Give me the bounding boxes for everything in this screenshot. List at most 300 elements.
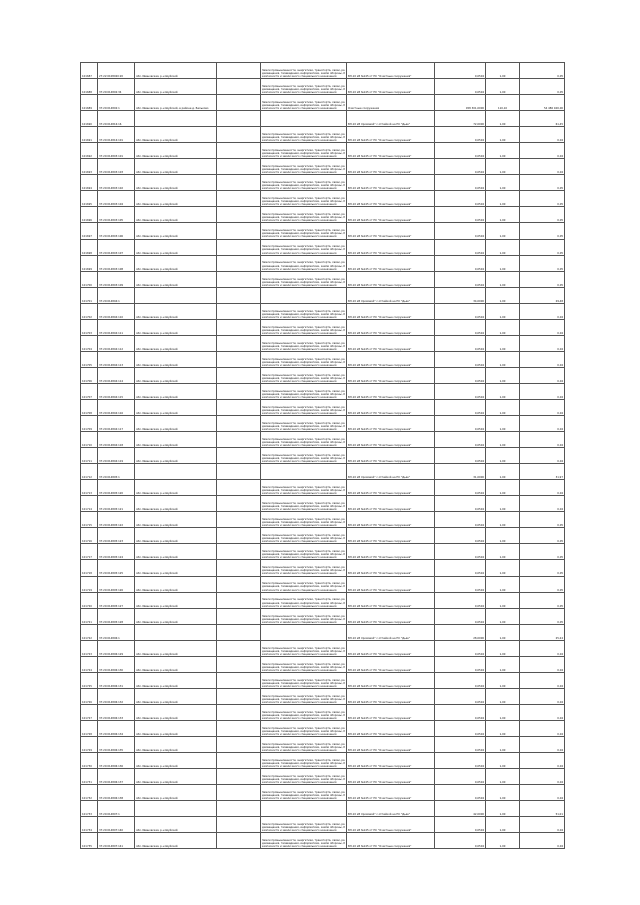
cadastral-number: 37:20:014804:118 [98, 432, 135, 448]
land-category: Земли промышленности, энергетики, транспорта, связи, радиовещания, телевидения, информатики, земли обороны, безопасности и земли иного специального назначения [261, 335, 347, 351]
cadastral-number: 37:20:014816:16 [98, 111, 135, 127]
area-value: 31,0000 [435, 464, 486, 480]
cadastral-number: 37:20:014816:101 [98, 127, 135, 143]
empty-cell [217, 143, 261, 159]
land-category: Земли промышленности, энергетики, транспорта, связи, радиовещания, телевидения, информатики, земли обороны, безопасности и земли иного специального назначения [261, 448, 347, 464]
address: обл. Ивановская, р-н Шуйский [135, 223, 217, 239]
land-category: Земли промышленности, энергетики, транспорта, связи, радиовещания, телевидения, информатики, земли обороны, безопасности и земли иного специального назначения [261, 255, 347, 271]
empty-cell [217, 175, 261, 191]
table-row [81, 528, 565, 544]
payment-value: 0,05 [520, 544, 565, 560]
cadastral-number: 37:20:014803:102 [98, 175, 135, 191]
row-number: 101712 [81, 464, 98, 480]
land-plot-register [80, 62, 564, 849]
address: обл. Ивановская, р-н Шуйский [135, 335, 217, 351]
land-category: Земли промышленности, энергетики, транспорта, связи, радиовещания, телевидения, информатики, земли обороны, безопасности и земли иного специального назначения [261, 512, 347, 528]
address: обл. Ивановская, р-н Шуйский [135, 367, 217, 383]
address: обл. Ивановская, р-н Шуйский [135, 255, 217, 271]
address: обл. Ивановская, р-н Шуйский [135, 576, 217, 592]
land-category: Земли промышленности, энергетики, транспорта, связи, радиовещания, телевидения, информатики, земли обороны, безопасности и земли иного специального назначения [261, 528, 347, 544]
land-category: Земли промышленности, энергетики, транспорта, связи, радиовещания, телевидения, информатики, земли обороны, безопасности и земли иного специального назначения [261, 271, 347, 287]
row-number: 101701 [81, 287, 98, 303]
land-category: Земли промышленности, энергетики, транспорта, связи, радиовещания, телевидения, информатики, земли обороны, безопасности и земли иного специального назначения [261, 592, 347, 608]
empty-cell [217, 640, 261, 656]
empty-cell [217, 496, 261, 512]
empty-cell [217, 448, 261, 464]
empty-cell [217, 255, 261, 271]
row-number: 101700 [81, 271, 98, 287]
payment-value: 0,05 [520, 239, 565, 255]
row-number: 101702 [81, 303, 98, 319]
payment-value: 0,04 [520, 367, 565, 383]
table-row [81, 785, 565, 801]
address: обл. Ивановская, р-н Шуйский [135, 608, 217, 624]
payment-value: 0,04 [520, 496, 565, 512]
cadastral-number: 37:20:014802:34 [98, 79, 135, 95]
row-number: 101719 [81, 576, 98, 592]
table-row [81, 111, 565, 127]
payment-value: 0,05 [520, 528, 565, 544]
land-category: Земли промышленности, энергетики, транспорта, связи, радиовещания, телевидения, информатики, земли обороны, безопасности и земли иного специального назначения [261, 785, 347, 801]
cadastral-number: 37:20:014806:129 [98, 640, 135, 656]
area-value: 0,0504 [435, 688, 486, 704]
factor-value: 1,00 [486, 367, 520, 383]
payment-value: 0,05 [520, 63, 565, 79]
cadastral-number: 37:20:014803:101 [98, 143, 135, 159]
factor-value: 1,00 [486, 79, 520, 95]
empty-cell [217, 576, 261, 592]
empty-cell [217, 399, 261, 415]
row-number: 101734 [81, 817, 98, 833]
empty-cell [217, 432, 261, 448]
cadastral-number: 37:20:014803:105 [98, 207, 135, 223]
area-value: 0,0504 [435, 416, 486, 432]
empty-cell [217, 351, 261, 367]
factor-value: 1,00 [486, 255, 520, 271]
object-name: ВЛ-10 кВ №145 от ПС "Очистные сооружения" [347, 769, 435, 785]
empty-cell [217, 688, 261, 704]
address: обл. Ивановская, р-н Шуйский [135, 399, 217, 415]
row-number: 101724 [81, 656, 98, 672]
object-name: ВЛ-10 кВ №145 от ПС "Очистные сооружения" [347, 672, 435, 688]
row-number: 101694 [81, 175, 98, 191]
row-number: 101720 [81, 592, 98, 608]
land-category: Земли промышленности, энергетики, транспорта, связи, радиовещания, телевидения, информатики, земли обороны, безопасности и земли иного специального назначения [261, 399, 347, 415]
object-name: ВЛ-10 кВ №145 от ПС "Очистные сооружения" [347, 191, 435, 207]
land-category: Земли промышленности, энергетики, транспорта, связи, радиовещания, телевидения, информатики, земли обороны, безопасности и земли иного специального назначения [261, 79, 347, 95]
cadastral-number: 27:22:0108020:20 [98, 63, 135, 79]
row-number: 101709 [81, 416, 98, 432]
area-value: 0,0504 [435, 383, 486, 399]
cadastral-number: 37:20:014804:116 [98, 399, 135, 415]
address: обл. Ивановская, р-н Шуйский [135, 817, 217, 833]
table-row [81, 496, 565, 512]
empty-cell [217, 785, 261, 801]
table-row [81, 672, 565, 688]
factor-value: 1,00 [486, 801, 520, 817]
address: обл. Ивановская, р-н Шуйский [135, 544, 217, 560]
cadastral-number: 37:20:014803:108 [98, 255, 135, 271]
factor-value: 1,00 [486, 335, 520, 351]
factor-value: 1,00 [486, 624, 520, 640]
object-name: ВЛ-10 кВ №145 от ПС "Очистные сооружения" [347, 239, 435, 255]
payment-value: 0,05 [520, 592, 565, 608]
row-number: 101689 [81, 95, 98, 111]
object-name: ВЛ-10 кВ №145 от ПС "Очистные сооружения" [347, 319, 435, 335]
factor-value: 1,00 [486, 207, 520, 223]
cadastral-number: 37:20:014806:137 [98, 769, 135, 785]
area-value: 0,0504 [435, 335, 486, 351]
area-value: 0,0504 [435, 736, 486, 752]
row-number: 101729 [81, 736, 98, 752]
address: обл. Ивановская, р-н Шуйский [135, 496, 217, 512]
object-name: ВЛ-10 кВ №145 от ПС "Очистные сооружения" [347, 416, 435, 432]
factor-value: 1,00 [486, 672, 520, 688]
empty-cell [217, 127, 261, 143]
factor-value: 1,00 [486, 319, 520, 335]
address: обл. Ивановская, р-н Шуйский [135, 656, 217, 672]
address: обл. Ивановская, р-н Шуйский [135, 432, 217, 448]
address: обл. Ивановская, р-н Шуйский [135, 688, 217, 704]
table-row [81, 223, 565, 239]
area-value: 0,0504 [435, 592, 486, 608]
address: обл. Ивановская, р-н Шуйский [135, 207, 217, 223]
land-category: Земли промышленности, энергетики, транспорта, связи, радиовещания, телевидения, информатики, земли обороны, безопасности и земли иного специального назначения [261, 191, 347, 207]
address: обл. Ивановская, р-н Шуйский [135, 191, 217, 207]
object-name: ВЛ-10 кВ №145 от ПС "Очистные сооружения" [347, 399, 435, 415]
area-value: 0,0504 [435, 704, 486, 720]
factor-value: 1,00 [486, 416, 520, 432]
factor-value: 1,00 [486, 448, 520, 464]
table-row [81, 175, 565, 191]
object-name: ВЛ-10 кВ №145 от ПС "Очистные сооружения" [347, 335, 435, 351]
factor-value: 1,00 [486, 576, 520, 592]
area-value: 28,0000 [435, 624, 486, 640]
table-row [81, 608, 565, 624]
row-number: 101733 [81, 801, 98, 817]
land-category [261, 624, 347, 640]
land-category: Земли промышленности, энергетики, транспорта, связи, радиовещания, телевидения, информатики, земли обороны, безопасности и земли иного специального назначения [261, 175, 347, 191]
land-category: Земли промышленности, энергетики, транспорта, связи, радиовещания, телевидения, информатики, земли обороны, безопасности и земли иного специального назначения [261, 416, 347, 432]
payment-value: 0,04 [520, 688, 565, 704]
payment-value: 0,05 [520, 223, 565, 239]
row-number: 101696 [81, 207, 98, 223]
payment-value: 0,04 [520, 736, 565, 752]
row-number: 101706 [81, 367, 98, 383]
cadastral-number: 37:20:014806:135 [98, 736, 135, 752]
row-number: 101731 [81, 769, 98, 785]
payment-value: 0,04 [520, 127, 565, 143]
payment-value: 0,05 [520, 191, 565, 207]
object-name: ВЛ-10 кВ №145 от ПС "Очистные сооружения" [347, 592, 435, 608]
cadastral-number: 37:20:014805:122 [98, 512, 135, 528]
row-number: 101695 [81, 191, 98, 207]
object-name: ВЛ-10 кВ Хромовой" с отпайкой на ПС "Дьяк" [347, 464, 435, 480]
empty-cell [217, 704, 261, 720]
empty-cell [217, 63, 261, 79]
cadastral-number: 37:20:014803:107 [98, 239, 135, 255]
area-value: 0,0504 [435, 271, 486, 287]
object-name: ВЛ-10 кВ №145 от ПС "Очистные сооружения" [347, 496, 435, 512]
land-category: Земли промышленности, энергетики, транспорта, связи, радиовещания, телевидения, информатики, земли обороны, безопасности и земли иного специального назначения [261, 608, 347, 624]
cadastral-number: 37:20:014804:119 [98, 448, 135, 464]
empty-cell [217, 79, 261, 95]
table-row [81, 432, 565, 448]
address: обл. Ивановская, р-н Шуйский [135, 143, 217, 159]
table-row [81, 817, 565, 833]
area-value: 0,0504 [435, 367, 486, 383]
payment-value: 54 480 400,00 [520, 95, 565, 111]
factor-value: 1,00 [486, 720, 520, 736]
area-value: 0,0504 [435, 319, 486, 335]
object-name: ВЛ-10 кВ №145 от ПС "Очистные сооружения" [347, 175, 435, 191]
empty-cell [217, 769, 261, 785]
payment-value: 29,48 [520, 287, 565, 303]
object-name: ВЛ-10 кВ №145 от ПС "Очистные сооружения" [347, 608, 435, 624]
area-value: 0,0504 [435, 496, 486, 512]
area-value: 0,0504 [435, 175, 486, 191]
land-category: Земли промышленности, энергетики, транспорта, связи, радиовещания, телевидения, информатики, земли обороны, безопасности и земли иного специального назначения [261, 672, 347, 688]
table-row [81, 335, 565, 351]
land-category: Земли промышленности, энергетики, транспорта, связи, радиовещания, телевидения, информатики, земли обороны, безопасности и земли иного специального назначения [261, 833, 347, 849]
table-row [81, 159, 565, 175]
cadastral-number: 37:20:014805:126 [98, 576, 135, 592]
area-value: 0,0504 [435, 63, 486, 79]
address: обл. Ивановская, р-н Шуйский [135, 383, 217, 399]
cadastral-number: 37:20:014803:109 [98, 271, 135, 287]
empty-cell [217, 416, 261, 432]
row-number: 101705 [81, 351, 98, 367]
payment-value: 0,04 [520, 416, 565, 432]
cadastral-number: 37:20:014805:120 [98, 480, 135, 496]
factor-value: 1,00 [486, 608, 520, 624]
area-value: 0,0504 [435, 560, 486, 576]
empty-cell [217, 287, 261, 303]
cadastral-number: 37:20:014805:121 [98, 496, 135, 512]
payment-value: 61,45 [520, 111, 565, 127]
object-name: ВЛ-10 кВ Хромовой" с отпайкой на ПС "Дьяк" [347, 111, 435, 127]
address: обл. Ивановская, р-н Шуйский [135, 448, 217, 464]
payment-value: 0,04 [520, 704, 565, 720]
address: обл. Ивановская, р-н Шуйский [135, 785, 217, 801]
payment-value: 0,05 [520, 271, 565, 287]
payment-value: 0,04 [520, 672, 565, 688]
area-value: 0,0504 [435, 143, 486, 159]
object-name: ВЛ-10 кВ №145 от ПС "Очистные сооружения" [347, 560, 435, 576]
cadastral-number: 37:20:014807:1 [98, 801, 135, 817]
payment-value: 0,04 [520, 753, 565, 769]
area-value: 0,0504 [435, 656, 486, 672]
object-name: ВЛ-10 кВ №145 от ПС "Очистные сооружения" [347, 833, 435, 849]
address: обл. Ивановская, р-н Шуйский [135, 351, 217, 367]
factor-value: 1,00 [486, 271, 520, 287]
empty-cell [217, 319, 261, 335]
address: обл. Ивановская, р-н Шуйский [135, 833, 217, 849]
empty-cell [217, 207, 261, 223]
factor-value: 1,00 [486, 544, 520, 560]
object-name: ВЛ-10 кВ №145 от ПС "Очистные сооружения" [347, 367, 435, 383]
table-row [81, 383, 565, 399]
area-value: 0,0504 [435, 817, 486, 833]
object-name: ВЛ-10 кВ №145 от ПС "Очистные сооружения" [347, 159, 435, 175]
table-row [81, 576, 565, 592]
cadastral-number: 37:20:014805:127 [98, 592, 135, 608]
land-category: Земли промышленности, энергетики, транспорта, связи, радиовещания, телевидения, информатики, земли обороны, безопасности и земли иного специального назначения [261, 95, 347, 111]
empty-cell [217, 111, 261, 127]
land-category: Земли промышленности, энергетики, транспорта, связи, радиовещания, телевидения, информатики, земли обороны, безопасности и земли иного специального назначения [261, 239, 347, 255]
area-value: 0,0504 [435, 769, 486, 785]
table-row [81, 191, 565, 207]
factor-value: 1,00 [486, 239, 520, 255]
object-name: ВЛ-10 кВ №145 от ПС "Очистные сооружения" [347, 303, 435, 319]
cadastral-number: 37:20:014805:1 [98, 464, 135, 480]
object-name: ВЛ-10 кВ №145 от ПС "Очистные сооружения" [347, 512, 435, 528]
register-rows [81, 63, 565, 849]
factor-value: 1,00 [486, 785, 520, 801]
payment-value: 0,04 [520, 720, 565, 736]
row-number: 101730 [81, 753, 98, 769]
empty-cell [217, 159, 261, 175]
table-row [81, 367, 565, 383]
cadastral-number: 37:20:014804:1 [98, 287, 135, 303]
row-number: 101691 [81, 127, 98, 143]
empty-cell [217, 464, 261, 480]
area-value: 0,0504 [435, 159, 486, 175]
land-category: Земли промышленности, энергетики, транспорта, связи, радиовещания, телевидения, информатики, земли обороны, безопасности и земли иного специального назначения [261, 319, 347, 335]
factor-value: 1,00 [486, 528, 520, 544]
object-name: ВЛ-10 кВ №145 от ПС "Очистные сооружения" [347, 255, 435, 271]
object-name: ВЛ-10 кВ Хромовой" с отпайкой на ПС "Дьяк" [347, 624, 435, 640]
factor-value: 1,00 [486, 512, 520, 528]
address [135, 624, 217, 640]
factor-value: 1,00 [486, 753, 520, 769]
factor-value: 1,00 [486, 704, 520, 720]
object-name: ВЛ-10 кВ №145 от ПС "Очистные сооружения" [347, 656, 435, 672]
cadastral-number: 37:20:014806:133 [98, 704, 135, 720]
table-row [81, 416, 565, 432]
payment-value: 0,05 [520, 576, 565, 592]
payment-value: 0,05 [520, 608, 565, 624]
table-row [81, 239, 565, 255]
land-category: Земли промышленности, энергетики, транспорта, связи, радиовещания, телевидения, информатики, земли обороны, безопасности и земли иного специального назначения [261, 704, 347, 720]
factor-value: 1,00 [486, 63, 520, 79]
empty-cell [217, 672, 261, 688]
factor-value: 1,00 [486, 496, 520, 512]
object-name: ВЛ-10 кВ Хромовой" с отпайкой на ПС "Дьяк" [347, 801, 435, 817]
object-name: ВЛ-10 кВ №145 от ПС "Очистные сооружения" [347, 720, 435, 736]
register-table [80, 62, 565, 849]
payment-value: 0,04 [520, 143, 565, 159]
address: обл. Ивановская, р-н Шуйский [135, 63, 217, 79]
cadastral-number: 37:20:014806:132 [98, 688, 135, 704]
factor-value: 1,00 [486, 464, 520, 480]
row-number: 101715 [81, 512, 98, 528]
address: обл. Ивановская, р-н Шуйский [135, 769, 217, 785]
payment-value: 0,04 [520, 335, 565, 351]
address [135, 464, 217, 480]
payment-value: 0,05 [520, 175, 565, 191]
empty-cell [217, 592, 261, 608]
row-number: 101698 [81, 239, 98, 255]
row-number: 101714 [81, 496, 98, 512]
table-row [81, 464, 565, 480]
empty-cell [217, 383, 261, 399]
cadastral-number: 37:20:014804:110 [98, 303, 135, 319]
payment-value: 0,05 [520, 79, 565, 95]
object-name: ВЛ-10 кВ №145 от ПС "Очистные сооружения" [347, 448, 435, 464]
land-category: Земли промышленности, энергетики, транспорта, связи, радиовещания, телевидения, информатики, земли обороны, безопасности и земли иного специального назначения [261, 736, 347, 752]
payment-value: 0,05 [520, 560, 565, 576]
payment-value: 0,04 [520, 159, 565, 175]
payment-value: 0,04 [520, 640, 565, 656]
area-value: 0,0504 [435, 399, 486, 415]
cadastral-number: 37:20:014805:123 [98, 528, 135, 544]
table-row [81, 399, 565, 415]
empty-cell [217, 239, 261, 255]
factor-value: 1,00 [486, 399, 520, 415]
land-category: Земли промышленности, энергетики, транспорта, связи, радиовещания, телевидения, информатики, земли обороны, безопасности и земли иного специального назначения [261, 817, 347, 833]
address: обл. Ивановская, р-н Шуйский [135, 753, 217, 769]
area-value: 42,0000 [435, 801, 486, 817]
factor-value: 1,00 [486, 736, 520, 752]
empty-cell [217, 624, 261, 640]
object-name: ВЛ-10 кВ №145 от ПС "Очистные сооружения" [347, 640, 435, 656]
land-category [261, 464, 347, 480]
object-name: ВЛ-10 кВ №145 от ПС "Очистные сооружения" [347, 688, 435, 704]
address: обл. Ивановская, р-н Шуйский, в районе д. Бельково [135, 95, 217, 111]
row-number: 101690 [81, 111, 98, 127]
payment-value: 0,04 [520, 785, 565, 801]
land-category: Земли промышленности, энергетики, транспорта, связи, радиовещания, телевидения, информатики, земли обороны, безопасности и земли иного специального назначения [261, 576, 347, 592]
payment-value: 0,04 [520, 656, 565, 672]
area-value: 0,0504 [435, 544, 486, 560]
address: обл. Ивановская, р-н Шуйский [135, 480, 217, 496]
row-number: 101728 [81, 720, 98, 736]
object-name: ВЛ-10 кВ №145 от ПС "Очистные сооружения" [347, 576, 435, 592]
cadastral-number: 37:20:014804:115 [98, 383, 135, 399]
object-name: ВЛ-10 кВ №145 от ПС "Очистные сооружения" [347, 544, 435, 560]
area-value: 0,0504 [435, 576, 486, 592]
area-value: 0,0504 [435, 351, 486, 367]
area-value: 0,0504 [435, 833, 486, 849]
address: обл. Ивановская, р-н Шуйский [135, 303, 217, 319]
object-name: ВЛ-10 кВ Хромовой" с отпайкой на ПС "Дьяк" [347, 287, 435, 303]
factor-value: 1,00 [486, 833, 520, 849]
land-category: Земли промышленности, энергетики, транспорта, связи, радиовещания, телевидения, информатики, земли обороны, безопасности и земли иного специального назначения [261, 656, 347, 672]
area-value: 0,0504 [435, 480, 486, 496]
table-row [81, 592, 565, 608]
table-row [81, 544, 565, 560]
land-category [261, 111, 347, 127]
row-number: 101727 [81, 704, 98, 720]
area-value: 0,0504 [435, 512, 486, 528]
table-row [81, 351, 565, 367]
row-number: 101687 [81, 63, 98, 79]
area-value: 0,0504 [435, 207, 486, 223]
cadastral-number: 37:20:014806:1 [98, 624, 135, 640]
empty-cell [217, 833, 261, 849]
land-category: Земли промышленности, энергетики, транспорта, связи, радиовещания, телевидения, информатики, земли обороны, безопасности и земли иного специального назначения [261, 383, 347, 399]
factor-value: 1,00 [486, 560, 520, 576]
table-row [81, 287, 565, 303]
address: обл. Ивановская, р-н Шуйский [135, 79, 217, 95]
factor-value: 1,00 [486, 383, 520, 399]
cadastral-number: 37:20:014804:111 [98, 319, 135, 335]
row-number: 101704 [81, 335, 98, 351]
table-row [81, 753, 565, 769]
address: обл. Ивановская, р-н Шуйский [135, 416, 217, 432]
address: обл. Ивановская, р-н Шуйский [135, 736, 217, 752]
